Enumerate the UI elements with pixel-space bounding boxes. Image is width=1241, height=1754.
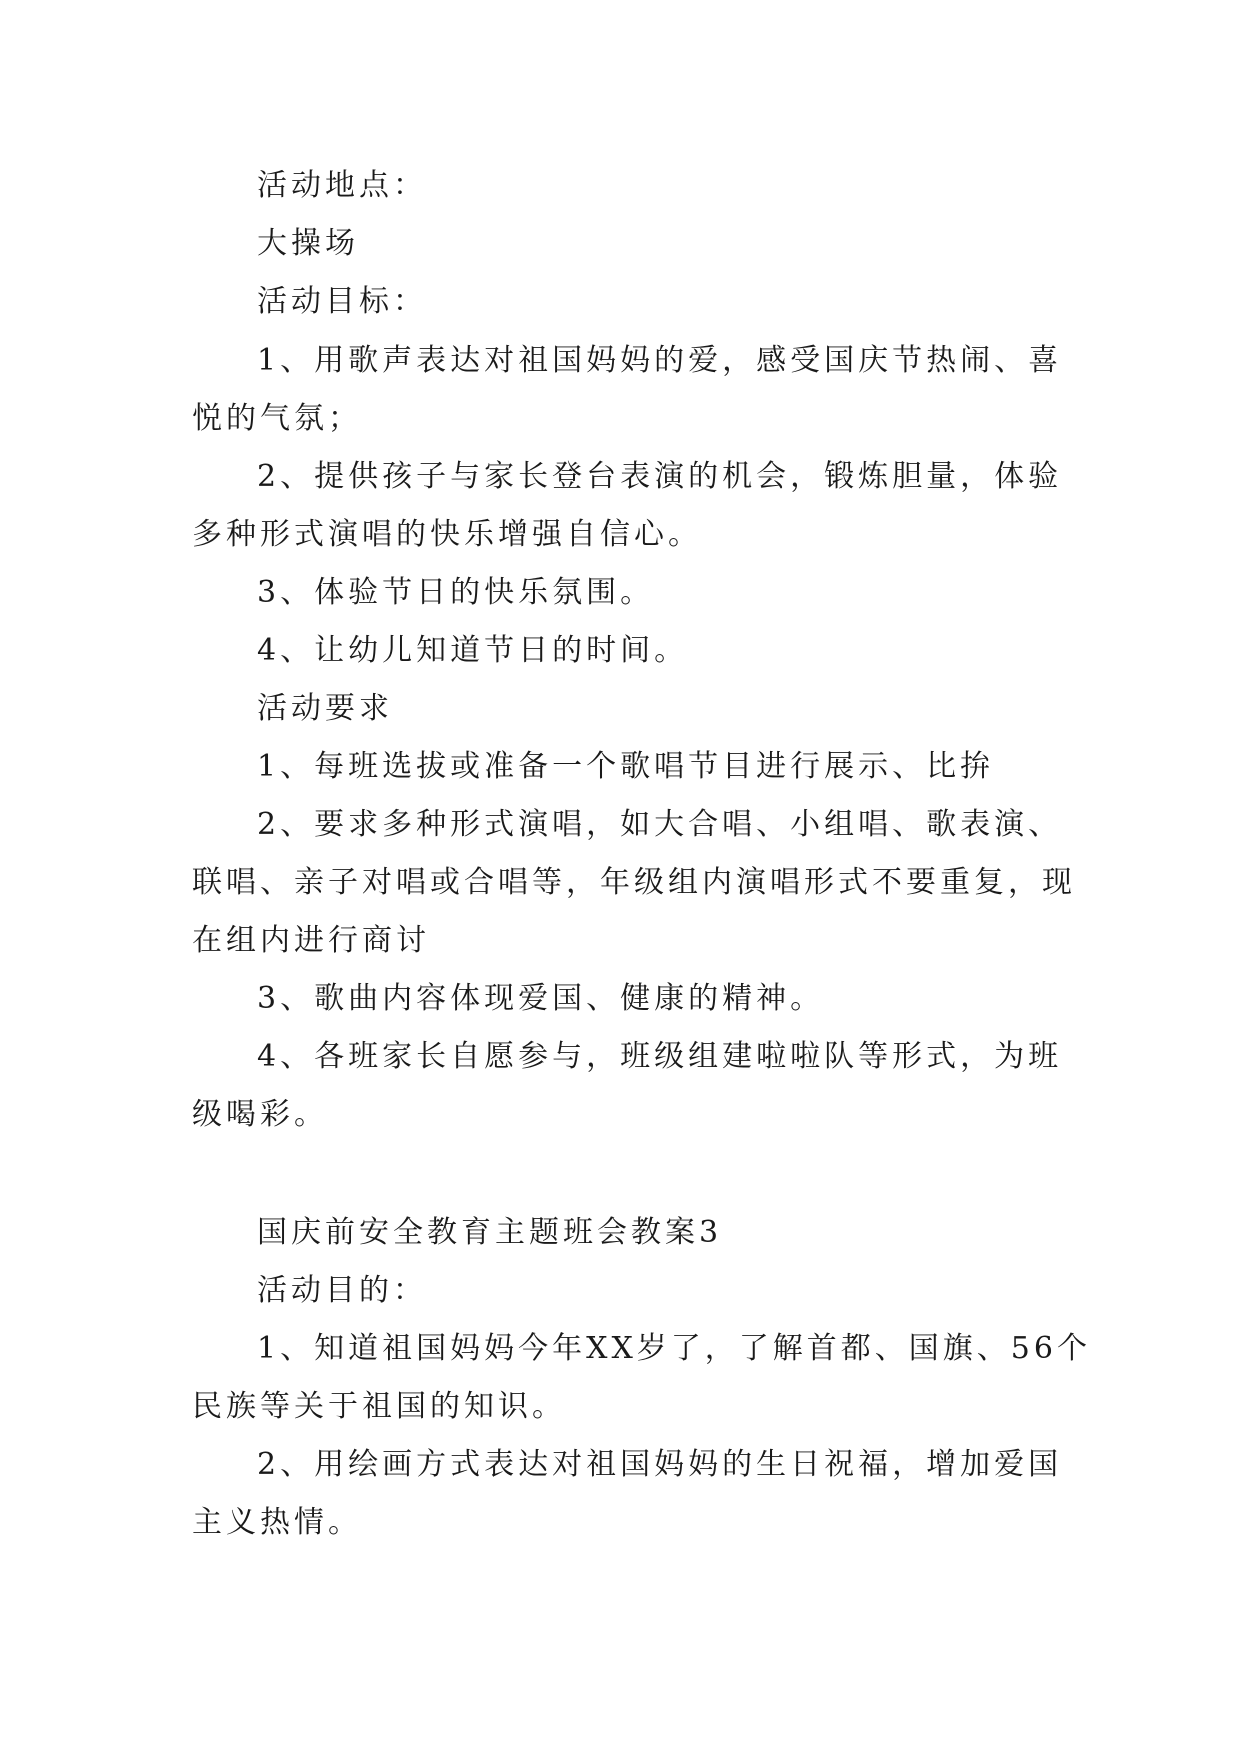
purpose-1-line-1: 1、知道祖国妈妈今年XX岁了，了解首都、国旗、56个 — [257, 1331, 1091, 1366]
requirement-2-line-3: 在组内进行商讨 — [192, 923, 430, 958]
label-activity-location: 活动地点： — [257, 168, 427, 203]
goal-1-line-1: 1、用歌声表达对祖国妈妈的爱，感受国庆节热闹、喜 — [257, 343, 1063, 378]
goal-4: 4、让幼儿知道节日的时间。 — [257, 633, 689, 668]
goal-2-line-1: 2、提供孩子与家长登台表演的机会，锻炼胆量，体验 — [257, 459, 1063, 494]
requirement-4-line-1: 4、各班家长自愿参与，班级组建啦啦队等形式，为班 — [257, 1039, 1063, 1074]
requirement-2-line-2: 联唱、亲子对唱或合唱等，年级组内演唱形式不要重复，现 — [192, 865, 1076, 900]
label-activity-requirements: 活动要求 — [257, 691, 393, 726]
goal-2-line-2: 多种形式演唱的快乐增强自信心。 — [192, 517, 702, 552]
goal-1-line-2: 悦的气氛； — [192, 401, 362, 436]
activity-location-value: 大操场 — [257, 226, 359, 261]
goal-3: 3、体验节日的快乐氛围。 — [257, 575, 655, 610]
purpose-1-line-2: 民族等关于祖国的知识。 — [192, 1389, 566, 1424]
purpose-2-line-2: 主义热情。 — [192, 1505, 362, 1540]
label-activity-goals: 活动目标： — [257, 284, 427, 319]
purpose-2-line-1: 2、用绘画方式表达对祖国妈妈的生日祝福，增加爱国 — [257, 1447, 1063, 1482]
requirement-3: 3、歌曲内容体现爱国、健康的精神。 — [257, 981, 825, 1016]
requirement-1: 1、每班选拔或准备一个歌唱节目进行展示、比拚 — [257, 749, 995, 784]
label-activity-purpose: 活动目的： — [257, 1273, 427, 1308]
requirement-2-line-1: 2、要求多种形式演唱，如大合唱、小组唱、歌表演、 — [257, 807, 1063, 842]
section-title-lesson-plan-3: 国庆前安全教育主题班会教案3 — [257, 1215, 723, 1250]
requirement-4-line-2: 级喝彩。 — [192, 1097, 328, 1132]
